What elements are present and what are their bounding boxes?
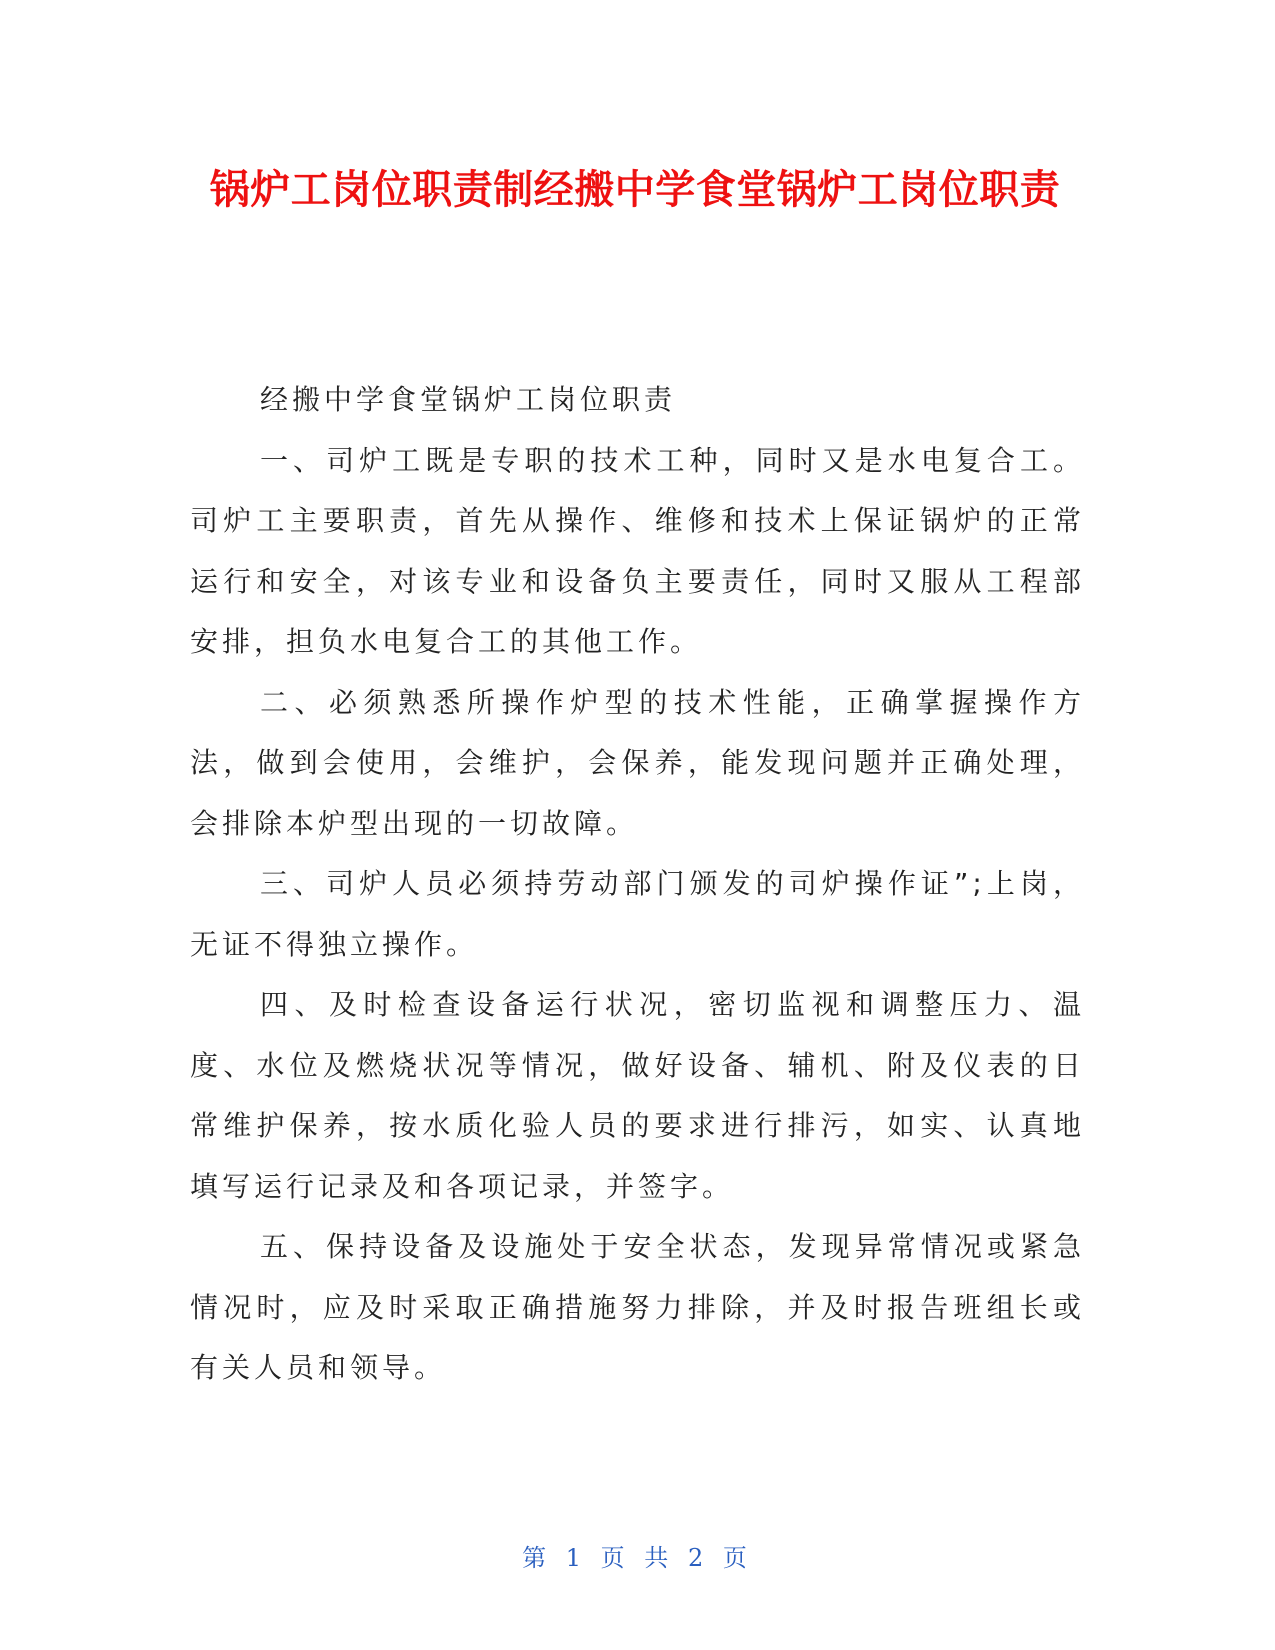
paragraph-item-4: 四、及时检查设备运行状况，密切监视和调整压力、温度、水位及燃烧状况等情况，做好设备、辅机、附及仪表的日常维护保养，按水质化验人员的要求进行排污，如实、认真地填写运行记录及和各项记录，并签字。 <box>190 988 1085 1203</box>
paragraph-subtitle: 经搬中学食堂锅炉工岗位职责 <box>260 383 677 416</box>
document-title: 锅炉工岗位职责制经搬中学食堂锅炉工岗位职责 <box>209 167 1061 213</box>
paragraph-item-3: 三、司炉人员必须持劳动部门颁发的司炉操作证”;上岗，无证不得独立操作。 <box>190 867 1085 961</box>
paragraph-item-5: 五、保持设备及设施处于安全状态，发现异常情况或紧急情况时，应及时采取正确措施努力排除，并及时报告班组长或有关人员和领导。 <box>190 1230 1085 1384</box>
document-body <box>190 370 1085 1399</box>
paragraph-item-2: 二、必须熟悉所操作炉型的技术性能，正确掌握操作方法，做到会使用，会维护，会保养，能发现问题并正确处理，会排除本炉型出现的一切故障。 <box>190 685 1085 840</box>
page-number-footer: 第 1 页 共 2 页 <box>522 1544 753 1572</box>
paragraph-item-1: 一、司炉工既是专职的技术工种，同时又是水电复合工。司炉工主要职责，首先从操作、维修和技术上保证锅炉的正常运行和安全，对该专业和设备负主要责任，同时又服从工程部安排，担负水电复合工的其他工作。 <box>190 443 1085 658</box>
